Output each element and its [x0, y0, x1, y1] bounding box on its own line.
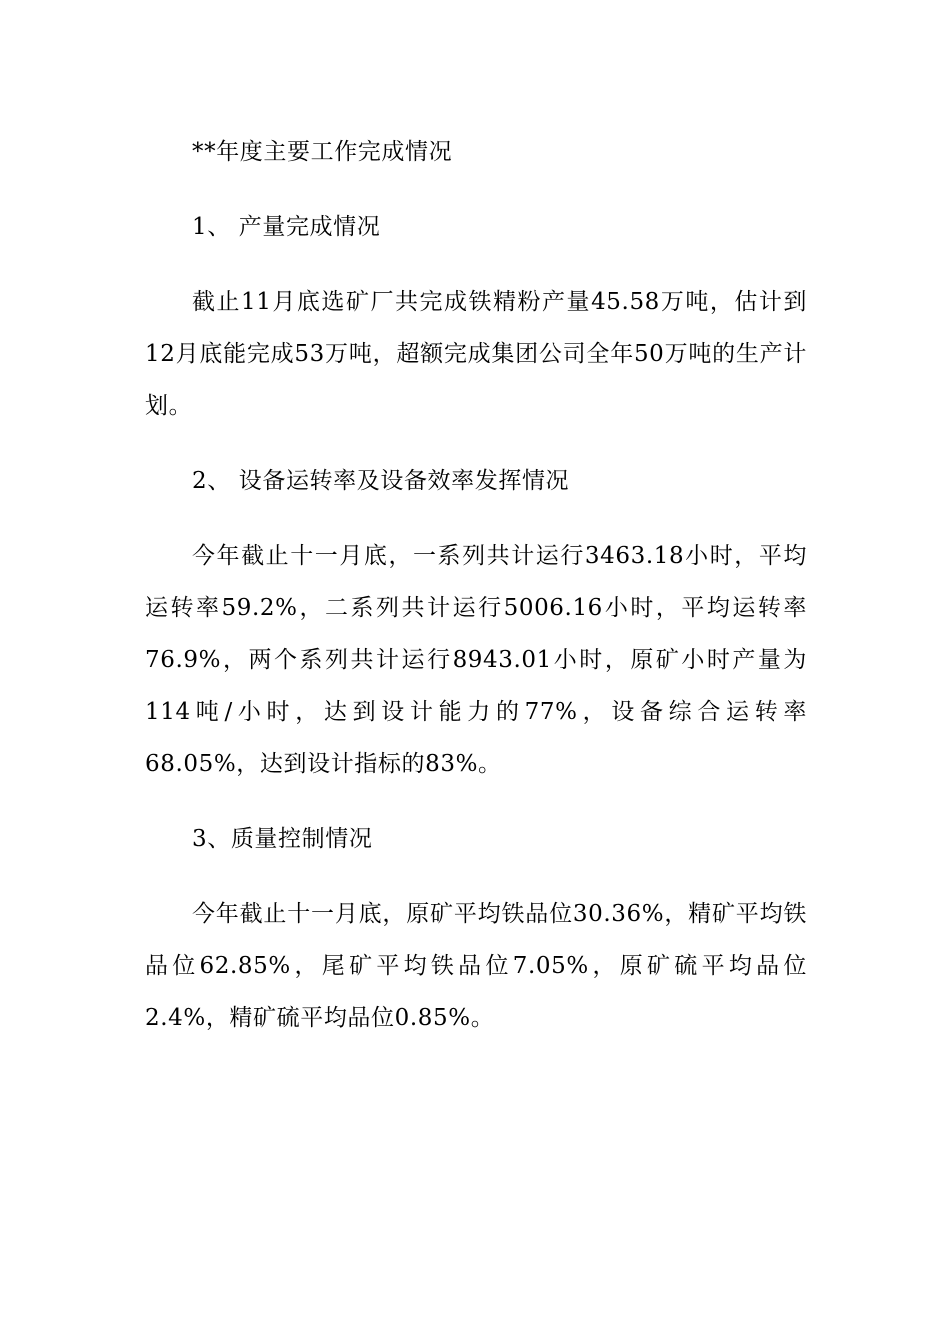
section-heading-equipment: 2、 设备运转率及设备效率发挥情况	[192, 468, 570, 494]
paragraph-quality: 今年截止十一月底，原矿平均铁品位30.36%，精矿平均铁品位62.85%，尾矿平均铁品位7.05%，原矿硫平均品位2.4%，精矿硫平均品位0.85%。	[145, 901, 807, 1031]
document-body	[145, 126, 807, 1044]
section-heading-output: 1、 产量完成情况	[192, 214, 381, 240]
section-heading-annual-summary: **年度主要工作完成情况	[192, 139, 453, 165]
paragraph-output: 截止11月底选矿厂共完成铁精粉产量45.58万吨，估计到12月底能完成53万吨，超额完成集团公司全年50万吨的生产计划。	[145, 289, 807, 419]
section-heading-quality: 3、质量控制情况	[192, 826, 373, 852]
paragraph-equipment: 今年截止十一月底，一系列共计运行3463.18小时，平均运转率59.2%，二系列共计运行5006.16小时，平均运转率76.9%，两个系列共计运行8943.01小时，原矿小时产量为114吨/小时，达到设计能力的77%，设备综合运转率68.05%，达到设计指标的83%。	[145, 543, 807, 777]
